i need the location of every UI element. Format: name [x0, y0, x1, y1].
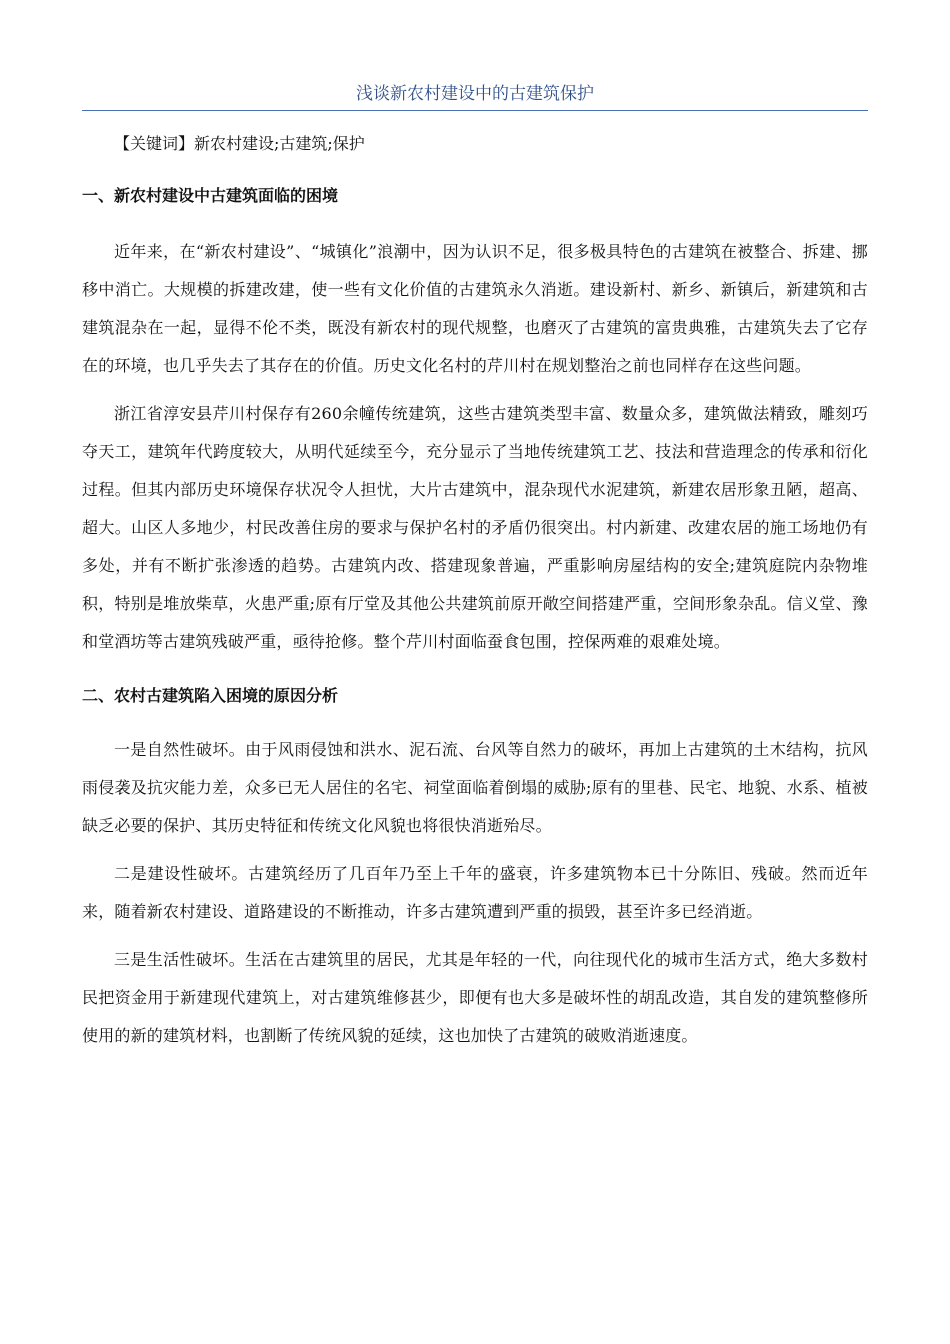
paragraph: 近年来，在“新农村建设”、“城镇化”浪潮中，因为认识不足，很多极具特色的古建筑在被整合、拆建、挪移中消亡。大规模的拆建改建，使一些有文化价值的古建筑永久消逝。建设新村、新乡、新镇后，新建筑和古建筑混杂在一起，显得不伦不类，既没有新农村的现代规整，也磨灭了古建筑的富贵典雅，古建筑失去了它存在的环境，也几乎失去了其存在的价值。历史文化名村的芹川村在规划整治之前也同样存在这些问题。 [82, 242, 868, 375]
keywords-line: 【关键词】新农村建设;古建筑;保护 [114, 134, 365, 153]
paragraph: 浙江省淳安县芹川村保存有260余幢传统建筑，这些古建筑类型丰富、数量众多，建筑做法精致，雕刻巧夺天工，建筑年代跨度较大，从明代延续至今，充分显示了当地传统建筑工艺、技法和营造理念的传承和衍化过程。但其内部历史环境保存状况令人担忧，大片古建筑中，混杂现代水泥建筑，新建农居形象丑陋，超高、超大。山区人多地少，村民改善住房的要求与保护名村的矛盾仍很突出。村内新建、改建农居的施工场地仍有多处，并有不断扩张渗透的趋势。古建筑内改、搭建现象普遍，严重影响房屋结构的安全;建筑庭院内杂物堆积，特别是堆放柴草，火患严重;原有厅堂及其他公共建筑前原开敞空间搭建严重，空间形象杂乱。信义堂、豫和堂酒坊等古建筑残破严重，亟待抢修。整个芹川村面临蚕食包围，控保两难的艰难处境。 [82, 404, 868, 651]
section-heading-1: 一、新农村建设中古建筑面临的困境 [82, 186, 339, 205]
document-title: 浅谈新农村建设中的古建筑保护 [356, 84, 594, 104]
paragraph: 二是建设性破坏。古建筑经历了几百年乃至上千年的盛衰，许多建筑物本已十分陈旧、残破。然而近年来，随着新农村建设、道路建设的不断推动，许多古建筑遭到严重的损毁，甚至许多已经消逝。 [82, 864, 868, 921]
section-heading-2: 二、农村古建筑陷入困境的原因分析 [82, 686, 339, 705]
paragraph: 三是生活性破坏。生活在古建筑里的居民，尤其是年轻的一代，向往现代化的城市生活方式，绝大多数村民把资金用于新建现代建筑上，对古建筑维修甚少，即便有也大多是破坏性的胡乱改造，其自发的建筑整修所使用的新的建筑材料，也割断了传统风貌的延续，这也加快了古建筑的破败消逝速度。 [82, 950, 868, 1045]
paragraph: 一是自然性破坏。由于风雨侵蚀和洪水、泥石流、台风等自然力的破坏，再加上古建筑的土木结构，抗风雨侵袭及抗灾能力差，众多已无人居住的名宅、祠堂面临着倒塌的威胁;原有的里巷、民宅、地貌、水系、植被缺乏必要的保护、其历史特征和传统文化风貌也将很快消逝殆尽。 [82, 740, 868, 835]
document-page [82, 0, 868, 1344]
title-underline [82, 110, 868, 111]
